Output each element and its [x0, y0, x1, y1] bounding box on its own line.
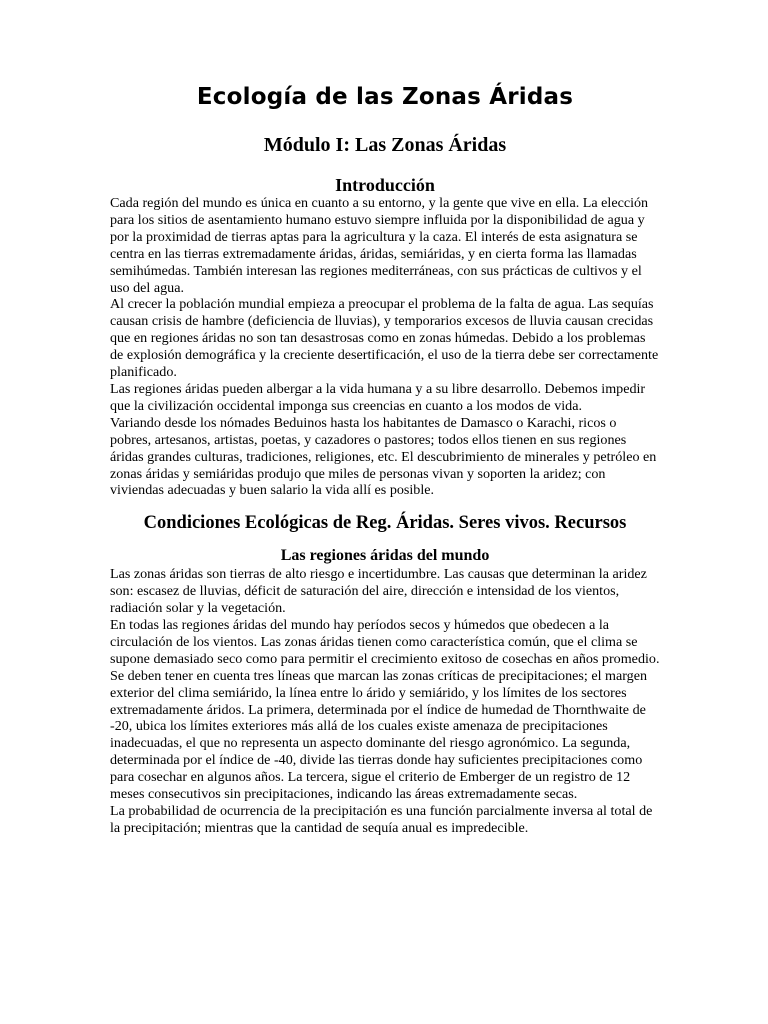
conditions-paragraph-1: Las zonas áridas son tierras de alto riesgo e incertidumbre. Las causas que determinan la aridez son: escasez de lluvias, déficit de saturación del aire, dirección e intensidad de los vientos, radiación solar y la vegetación. — [110, 566, 647, 617]
intro-paragraph-1: Cada región del mundo es única en cuanto a su entorno, y la gente que vive en ella. La elección para los sitios de asentamiento humano estuvo siempre influida por la disponibilidad de agua y por la proximidad de tierras aptas para la agricultura y la caza. El interés de esta asignatura se centra en las tierras extremadamente áridas, áridas, semiáridas, y en cierta forma las llamadas semihúmedas. También interesan las regiones mediterráneas, con sus prácticas de cultivos y el uso del agua. — [110, 195, 649, 296]
conditions-paragraph-3: Se deben tener en cuenta tres líneas que marcan las zonas críticas de precipitaciones; el margen exterior del clima semiárido, la línea entre lo árido y semiárido, y los límites de los sectores extremadamente áridos. La primera, determinada por el índice de humedad de Thornthwaite de -20, ubica los límites exteriores más allá de los cuales existe amenaza de precipitaciones inadecuadas, el que no representa un aspecto dominante del riesgo agronómico. La segunda, determinada por el índice de -40, divide las tierras donde hay suficientes precipitaciones como para cosechar en algunos años. La tercera, sigue el criterio de Emberger de un registro de 12 meses consecutivos sin precipitaciones, indicando las áreas extremadamente secas. — [110, 667, 648, 803]
intro-paragraph-4: Variando desde los nómades Beduinos hasta los habitantes de Damasco o Karachi, ricos o pobres, artesanos, artistas, poetas, y cazadores o pastores; todos ellos tienen en sus regiones áridas grandes culturas, tradiciones, religiones, etc. El descubrimiento de minerales y petróleo en zonas áridas y semiáridas produjo que miles de personas vivan y soporten la aridez; con viviendas adecuadas y buen salario la vida allí es posible. — [110, 414, 657, 499]
document-page — [110, 84, 660, 837]
intro-paragraph-2: Al crecer la población mundial empieza a preocupar el problema de la falta de agua. Las sequías causan crisis de hambre (deficiencia de lluvias), y temporarios excesos de lluvia causan crecidas que en regiones áridas no son tan desastrosas como en zonas húmedas. Debido a los problemas de explosión demográfica y la creciente desertificación, el uso de la tierra debe ser correctamente planificado. — [110, 296, 659, 381]
arid-regions-subheading: Las regiones áridas del mundo — [280, 547, 490, 565]
conditions-paragraph-4: La probabilidad de ocurrencia de la precipitación es una función parcialmente inversa al total de la precipitación; mientras que la cantidad de sequía anual es impredecible. — [110, 803, 653, 836]
document-title: Ecología de las Zonas Áridas — [196, 84, 574, 110]
module-title: Módulo I: Las Zonas Áridas — [263, 134, 507, 156]
conditions-paragraph-2: En todas las regiones áridas del mundo hay períodos secos y húmedos que obedecen a la circulación de los vientos. Las zonas áridas tienen como característica común, que el clima se supone demasiado seco como para permitir el crecimiento exitoso de cosechas en años promedio. — [110, 617, 660, 667]
intro-heading: Introducción — [335, 175, 435, 195]
conditions-heading: Condiciones Ecológicas de Reg. Áridas. Seres vivos. Recursos — [143, 513, 627, 534]
intro-paragraph-3: Las regiones áridas pueden albergar a la vida humana y a su libre desarrollo. Debemos impedir que la civilización occidental imponga sus creencias en cuanto a los modos de vida. — [110, 380, 646, 414]
